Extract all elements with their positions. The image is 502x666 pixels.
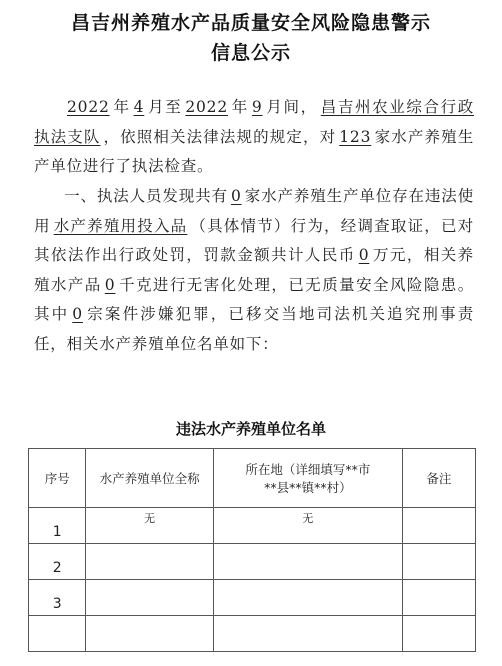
header-location-line-1: 所在地（详细填写**市 <box>245 462 371 477</box>
fine-amount: 0 <box>358 246 370 264</box>
header-location <box>213 449 402 508</box>
row-unit-name <box>86 616 214 652</box>
row-unit-name <box>86 580 214 616</box>
table-row <box>29 508 476 544</box>
row-no <box>29 616 86 652</box>
text-year: 年 <box>112 98 131 116</box>
row-no: 1 <box>29 508 86 544</box>
text-finding-4: 万元，相关养殖水产品 <box>34 246 474 294</box>
criminal-cases: 0 <box>72 305 83 323</box>
year-start: 2022 <box>67 98 110 116</box>
table-title: 违法水产养殖单位名单 <box>175 420 326 438</box>
row-unit-name: 无 <box>86 508 214 544</box>
violator-count: 0 <box>230 187 242 205</box>
text-finding-1: 一、执法人员发现共有 <box>64 187 228 205</box>
table-row <box>29 544 476 580</box>
agency-name: 昌吉州农业综合行政执法支队 <box>34 98 474 146</box>
document-title-line-1: 昌吉州养殖水产品质量安全风险隐患警示 <box>70 12 431 34</box>
row-remark <box>402 616 475 652</box>
month-start: 4 <box>133 98 145 116</box>
text-inspection: 家水产养殖生产单位进行了执法检查。 <box>34 127 474 175</box>
row-location <box>213 544 402 580</box>
text-month-to: 月至 <box>147 98 183 116</box>
row-location <box>213 616 402 652</box>
finding-paragraph <box>34 182 474 359</box>
row-location: 无 <box>213 508 402 544</box>
document-title-line-2: 信息公示 <box>210 42 291 64</box>
text-year-2: 年 <box>230 98 249 116</box>
text-finding-2: 家水产养殖生产单位存在违法使用 <box>34 187 474 235</box>
row-no: 3 <box>29 580 86 616</box>
unit-count: 123 <box>339 127 372 146</box>
intro-paragraph <box>34 93 474 182</box>
month-end: 9 <box>251 98 263 116</box>
row-location <box>213 580 402 616</box>
row-remark <box>402 580 475 616</box>
row-unit-name <box>86 544 214 580</box>
header-unit-name: 水产养殖单位全称 <box>86 449 214 508</box>
text-finding-5: 千克进行无害化处理，已无质量安全风险隐患。其中 <box>34 275 474 323</box>
year-end: 2022 <box>185 98 228 116</box>
table-row <box>29 616 476 652</box>
header-no: 序号 <box>29 449 86 508</box>
header-location-line-2: **县**镇**村） <box>264 480 352 495</box>
table-row <box>29 580 476 616</box>
row-remark <box>402 508 475 544</box>
row-no: 2 <box>29 544 86 580</box>
header-remark: 备注 <box>402 449 475 508</box>
text-finding-3: （具体情节）行为，经调查取证，已对其依法作出行政处罚，罚款金额共计人民币 <box>34 216 474 264</box>
text-finding-6: 宗案件涉嫌犯罪，已移交当地司法机关追究刑事责任，相关水产养殖单位名单如下： <box>34 305 474 353</box>
violation-item: 水产养殖用投入品 <box>53 216 188 235</box>
violator-table <box>28 448 476 652</box>
text-month-period: 月间， <box>265 98 318 116</box>
row-remark <box>402 544 475 580</box>
disposed-kg: 0 <box>104 275 116 294</box>
table-header-row <box>29 449 476 508</box>
text-basis: ，依照相关法律法规的规定，对 <box>103 127 337 146</box>
